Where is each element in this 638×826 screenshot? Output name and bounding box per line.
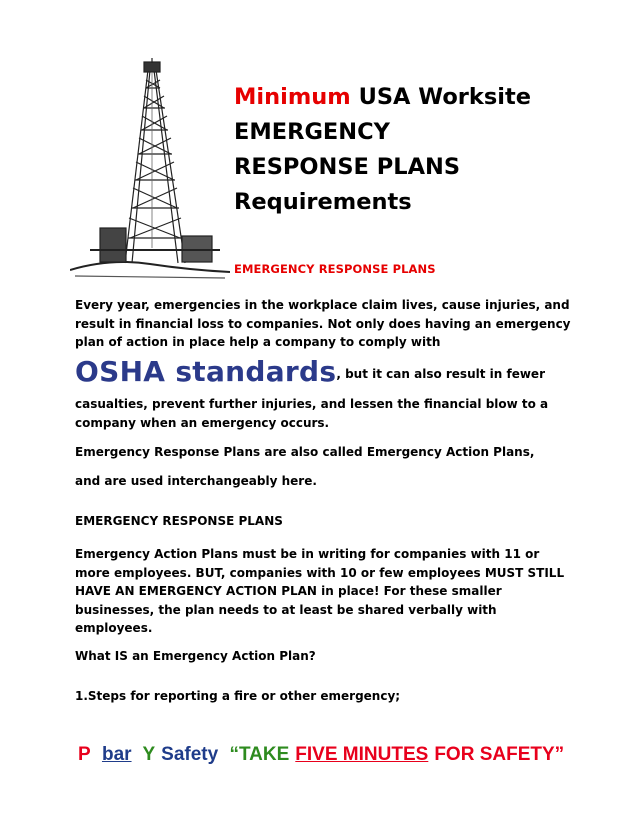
title-line2: EMERGENCY: [234, 119, 390, 145]
title-line3: RESPONSE PLANS: [234, 154, 461, 180]
footer-take: “TAKE: [229, 744, 290, 765]
footer-five-minutes: FIVE MINUTES: [295, 744, 429, 765]
requirements-paragraph: Emergency Action Plans must be in writing for companies with 11 or more employees. BUT, companies with 10 or few employees MUST STILL HAVE AN EMERGENCY ACTION PLAN in place! For these smaller businesses, the plan needs to at least be shared verbally with employees.: [75, 547, 565, 635]
footer-logo: [78, 744, 564, 766]
title-line4: Requirements: [234, 189, 412, 215]
footer-safety: Safety: [161, 744, 219, 765]
title-minimum: Minimum: [234, 84, 351, 110]
footer-for-safety: FOR SAFETY”: [434, 744, 565, 765]
document-title: [234, 80, 614, 220]
eap-line2: and are used interchangeably here.: [75, 474, 317, 488]
section-heading: EMERGENCY RESPONSE PLANS: [75, 514, 283, 528]
footer-p: P: [78, 744, 91, 765]
eap-line1: Emergency Response Plans are also called Emergency Action Plans,: [75, 445, 535, 459]
osha-line: [75, 355, 545, 388]
footer-bar: bar: [101, 744, 132, 765]
question-heading: What IS an Emergency Action Plan?: [75, 649, 316, 663]
title-line1: USA Worksite: [350, 84, 531, 110]
osha-standards-link[interactable]: OSHA standards: [75, 355, 337, 388]
footer-y: Y: [142, 744, 156, 765]
osha-tail: , but it can also result in fewer: [336, 367, 545, 381]
oil-rig-illustration: [70, 58, 230, 280]
red-subheading: EMERGENCY RESPONSE PLANS: [234, 262, 436, 276]
list-item-1: 1.Steps for reporting a fire or other emergency;: [75, 689, 401, 703]
casualties-paragraph: casualties, prevent further injuries, and lessen the financial blow to a company when an emergency occurs.: [75, 397, 549, 430]
intro-paragraph: Every year, emergencies in the workplace claim lives, cause injuries, and result in financial loss to companies. Not only does having an emergency plan of action in place help a company to comply with: [75, 298, 571, 349]
